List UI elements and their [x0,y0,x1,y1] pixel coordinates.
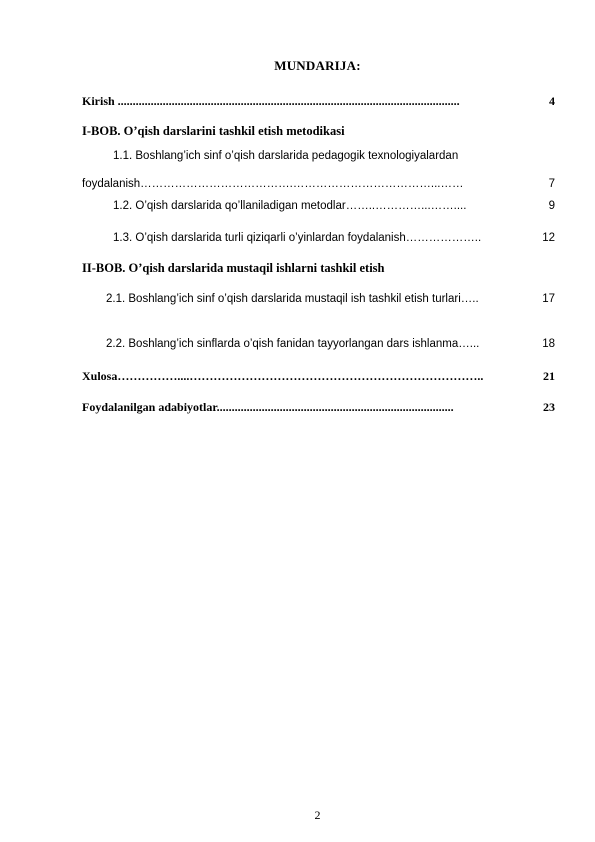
toc-entry-page: 18 [542,338,555,350]
toc-entry-text: Foydalanilgan adabiyotlar............................................................................... [82,400,454,414]
toc-entry-page: 21 [543,369,555,383]
toc-entry-page: 4 [549,94,555,108]
toc-entry-2-1-text: 2.1. Boshlang’ich sinf o’qish darslarida mustaqil ish tashkil etish turlari….. [106,293,479,305]
toc-entry-page: 12 [542,232,555,244]
toc-entry-1-1-line1: 1.1. Boshlang’ich sinf o’qish darslarida pedagogik texnologiyalardan [113,150,459,162]
chapter-2-heading: II-BOB. O’qish darslarida mustaqil ishlarni tashkil etish [82,261,385,275]
toc-title: MUNDARIJA: [274,58,361,73]
toc-entry-text: Xulosa……………....……………………………………………………………….. [82,369,484,383]
toc-entry-text: 2.2. Boshlang’ich sinflarda o’qish fanidan tayyorlangan dars ishlanma…... [106,338,480,350]
page-number: 2 [314,808,321,822]
toc-entry-text: 1.3. O’qish darslarida turli qiziqarli o’yinlardan foydalanish……………….. [113,232,482,244]
toc-entry-page: 17 [542,293,555,305]
toc-entry-text: Kirish .................................................................................................................. [82,94,460,108]
toc-entry-page: 7 [548,178,555,190]
toc-entry-page: 23 [543,400,555,414]
toc-entry-text: 1.2. O’qish darslarida qo’llaniladigan metodlar……..…………...…….... [113,200,467,212]
chapter-1-heading: I-BOB. O’qish darslarini tashkil etish metodikasi [82,124,345,138]
toc-entry-text: foydalanish………………………………….………………………………...…… [82,178,464,190]
toc-entry-page: 9 [548,200,555,212]
